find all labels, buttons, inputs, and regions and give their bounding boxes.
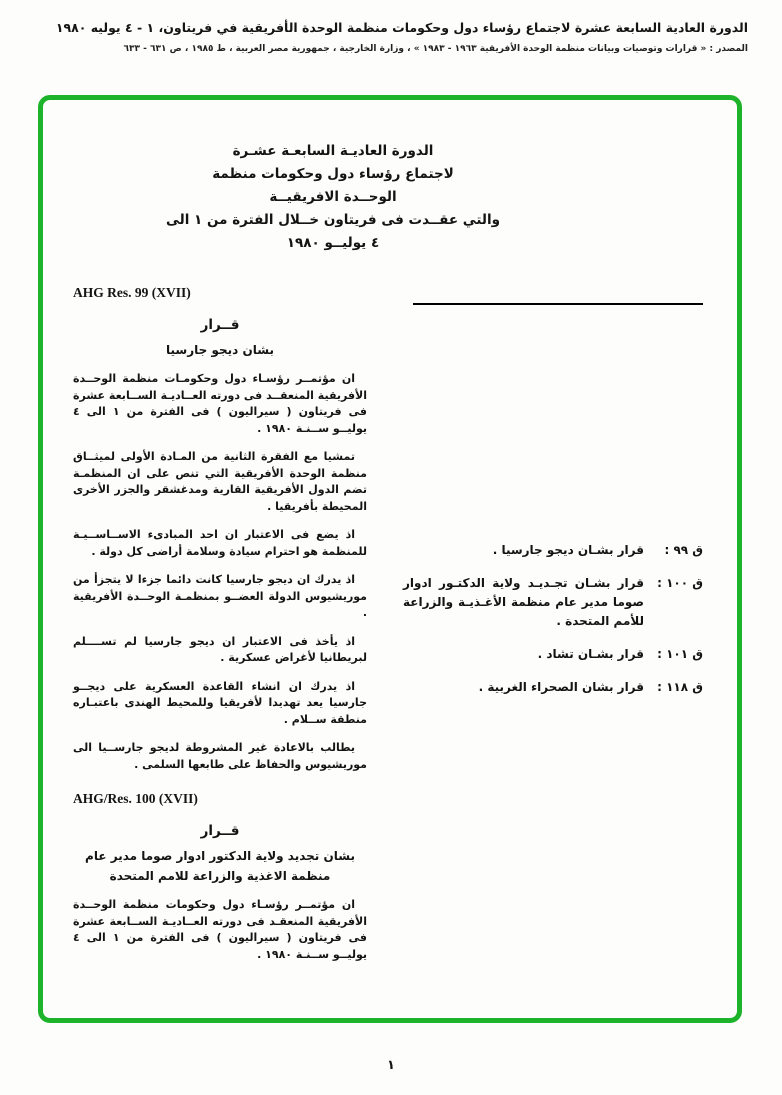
document-title-block — [113, 140, 553, 255]
resolution-99-subject: بشان ديجو جارسيا — [166, 343, 274, 357]
resolution-100-ref: AHG/Res. 100 (XVII) — [73, 791, 198, 806]
paragraph: ان مؤتمــر رؤسـاء دول وحكومات منظمة الوحــدة الأفريقية المنعقـد فى دورته العــاديـة الســابعة عشرة فى فريتاون ( سيراليون ) فى الفترة من ١ الى ٤ يوليــو ســنـة ١٩٨٠ . — [73, 898, 367, 961]
title-line-5: ٤ يوليــو ١٩٨٠ — [286, 235, 380, 251]
index-item-number: ق ٩٩ : — [664, 543, 703, 557]
paragraph: يطالب بالاعادة غير المشروطة لديجو جارســيا الى موريشيوس والحفاظ على طابعها السلمى . — [73, 741, 367, 771]
document-frame — [38, 95, 742, 1023]
paragraph: ان مؤتمــر رؤسـاء دول وحكومـات منظمة الوحــدة الأفريقية المنعقــد فى دورته العــاديـة الســابعة عشرة فى فريتاون ( سيراليون ) فى الفترة من ١ الى ٤ يوليــو ســنـة ١٩٨٠ . — [73, 372, 367, 435]
index-item-text: قرار بشـان تجـديـد ولاية الدكتـور ادوار صوما مدير عام منظمة الأغـذيـة والزراعة للأمم المتحدة . — [403, 576, 644, 628]
resolution-99-section — [73, 285, 367, 773]
index-item-number: ق ١١٨ : — [657, 680, 703, 694]
resolution-99-heading: قــرار — [200, 317, 240, 333]
document-header — [34, 20, 748, 54]
index-item-number: ق ١٠١ : — [657, 647, 703, 661]
paragraph: تمشيا مع الفقرة الثانية من المـادة الأولى لميثــاق منظمة الوحدة الأفريقية التي تنص على ان المنظمـة تضم الدول الأفريقية القارية ومدغشقر والجزر الأخرى المحيطة بأفريقيا . — [73, 450, 367, 513]
resolution-100-heading: قــرار — [200, 823, 240, 839]
two-column-body — [73, 281, 703, 975]
index-item-text: قرار بشـان تشاد . — [537, 647, 644, 661]
index-item — [403, 541, 703, 560]
paragraph: اذ يدرك ان انشاء القاعدة العسكرية على ديجــو جارسيا يعد تهديدا لأفريقيا وللمحيط الهندى باعتبـاره منطقة ســلام . — [73, 679, 367, 726]
resolution-99-ref: AHG Res. 99 (XVII) — [73, 285, 191, 300]
title-line-2: لاجتماع رؤساء دول وحكومات منظمة — [212, 166, 454, 182]
index-item-number: ق ١٠٠ : — [657, 576, 703, 590]
index-item — [403, 645, 703, 664]
resolution-text-column — [73, 281, 367, 975]
page-number: ١ — [387, 1058, 395, 1073]
paragraph: اذ يضع فى الاعتبار ان احد المبادىء الاســاســيـة للمنظمة هو احترام سيادة وسلامة أراضى كل دولة . — [73, 528, 367, 558]
resolution-100-subject-line1: بشان تجديد ولاية الدكتور ادوار صوما مدير عام — [85, 849, 355, 863]
paragraph: اذ يدرك ان ديجو جارسيا كانت دائما جزءا لا يتجزأ من موريشيوس الدولة العضــو بمنظمـة الوحــدة الأفريقية . — [73, 573, 367, 619]
index-item — [403, 678, 703, 697]
title-line-1: الدورة العاديـة السابعـة عشـرة — [232, 143, 434, 159]
index-item-text: قرار بشان الصحراء الغربية . — [478, 680, 644, 694]
resolutions-index-column — [403, 281, 703, 975]
index-item — [403, 574, 703, 631]
header-citation-line: الدورة العادية السابعة عشرة لاجتماع رؤساء دول وحكومات منظمة الوحدة الأفريقية في فريتاون، ١ - ٤ يوليه ١٩٨٠ — [55, 20, 748, 35]
index-item-text: قرار بشـان ديجو جارسيا . — [492, 543, 644, 557]
title-line-4: والتي عقــدت فى فريتاون خــلال الفترة من ١ الى — [165, 212, 501, 228]
resolution-100-subject-line2: منظمة الاغذية والزراعة للامم المتحدة — [109, 869, 331, 883]
header-source-line: المصدر : « قرارات وتوصيات وبيانات منظمة الوحدة الأفريقية ١٩٦٣ - ١٩٨٣ » ، وزارة الخارجية ، جمهورية مصر العربية ، ط ١٩٨٥ ، ص ٦٣١ - ٦٣٣ — [123, 44, 748, 54]
title-line-3: الوحــدة الافريقيــة — [269, 189, 397, 205]
resolutions-index-list — [403, 541, 703, 697]
resolution-100-section — [73, 791, 367, 963]
paragraph: اذ يأخذ فى الاعتبار ان ديجو جارسيا لم تســــلم لبريطانيا لأغراض عسكرية . — [73, 634, 367, 664]
separator-line — [413, 303, 703, 305]
